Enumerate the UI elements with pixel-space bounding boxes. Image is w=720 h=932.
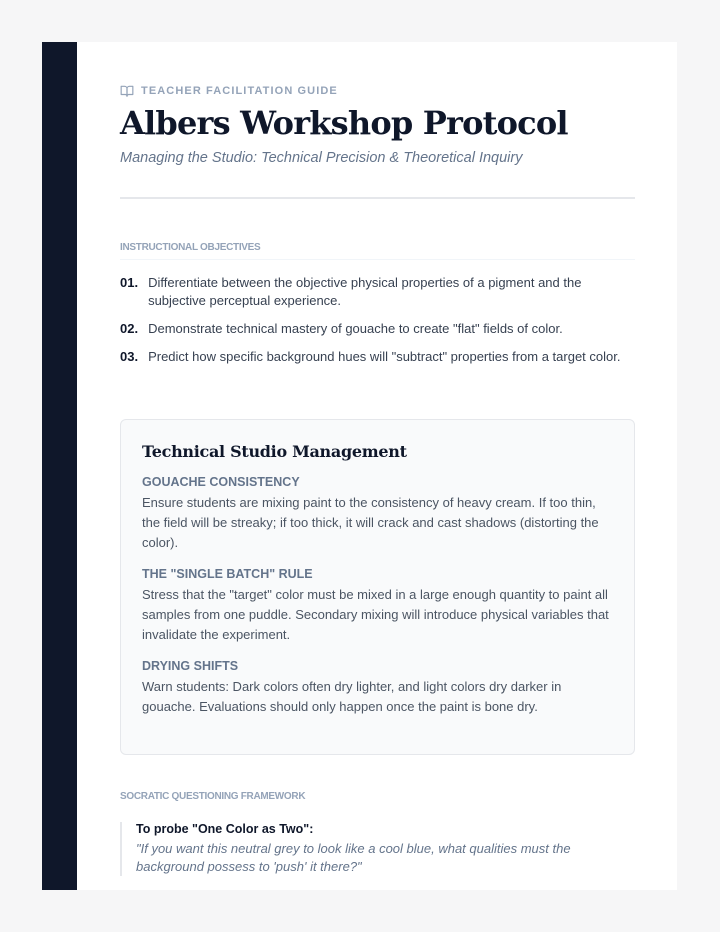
objectives-list — [120, 274, 635, 376]
rule-body: Stress that the "target" color must be mixed in a large enough quantity to paint all samples from one puddle. Secondary mixing will introduce physical variables that invalidate the experiment. — [142, 587, 609, 642]
eyebrow-text: TEACHER FACILITATION GUIDE — [141, 85, 338, 97]
quote-heading: To probe "One Color as Two": — [136, 822, 314, 836]
objective-text: Differentiate between the objective physical properties of a pigment and the subjective perceptual experience. — [148, 275, 582, 308]
objective-text: Demonstrate technical mastery of gouache to create "flat" fields of color. — [148, 321, 563, 336]
objective-number: 02. — [120, 321, 139, 336]
socratic-quote — [120, 822, 636, 876]
studio-rule — [142, 475, 617, 553]
studio-management-card — [120, 419, 635, 755]
objectives-section-label: INSTRUCTIONAL OBJECTIVES — [120, 242, 261, 253]
objective-item — [120, 274, 635, 310]
rule-heading: GOUACHE CONSISTENCY — [142, 475, 300, 489]
objective-number: 03. — [120, 349, 139, 364]
objective-item — [120, 348, 635, 366]
header-divider — [120, 197, 635, 199]
studio-rule — [142, 567, 617, 645]
rule-heading: THE "SINGLE BATCH" RULE — [142, 567, 313, 581]
card-title: Technical Studio Management — [142, 442, 407, 461]
objective-item — [120, 320, 635, 338]
socratic-section-label: SOCRATIC QUESTIONING FRAMEWORK — [120, 791, 306, 802]
objective-text: Predict how specific background hues will "subtract" properties from a target color. — [148, 349, 621, 364]
quote-text: "If you want this neutral grey to look like a cool blue, what qualities must the background possess to 'push' it there?" — [136, 841, 571, 874]
book-open-icon — [120, 84, 134, 98]
document-page — [42, 42, 677, 890]
page-subtitle: Managing the Studio: Technical Precision & Theoretical Inquiry — [120, 150, 523, 166]
page-title: Albers Workshop Protocol — [120, 104, 568, 142]
studio-rule — [142, 659, 617, 717]
objective-number: 01. — [120, 275, 139, 290]
objectives-divider — [120, 259, 635, 260]
rule-heading: DRYING SHIFTS — [142, 659, 239, 673]
eyebrow — [120, 84, 338, 98]
rule-body: Warn students: Dark colors often dry lighter, and light colors dry darker in gouache. Evaluations should only happen once the paint is bone dry. — [142, 679, 562, 714]
document-spine — [42, 42, 77, 890]
rule-body: Ensure students are mixing paint to the consistency of heavy cream. If too thin, the field will be streaky; if too thick, it will crack and cast shadows (distorting the color). — [142, 495, 599, 550]
